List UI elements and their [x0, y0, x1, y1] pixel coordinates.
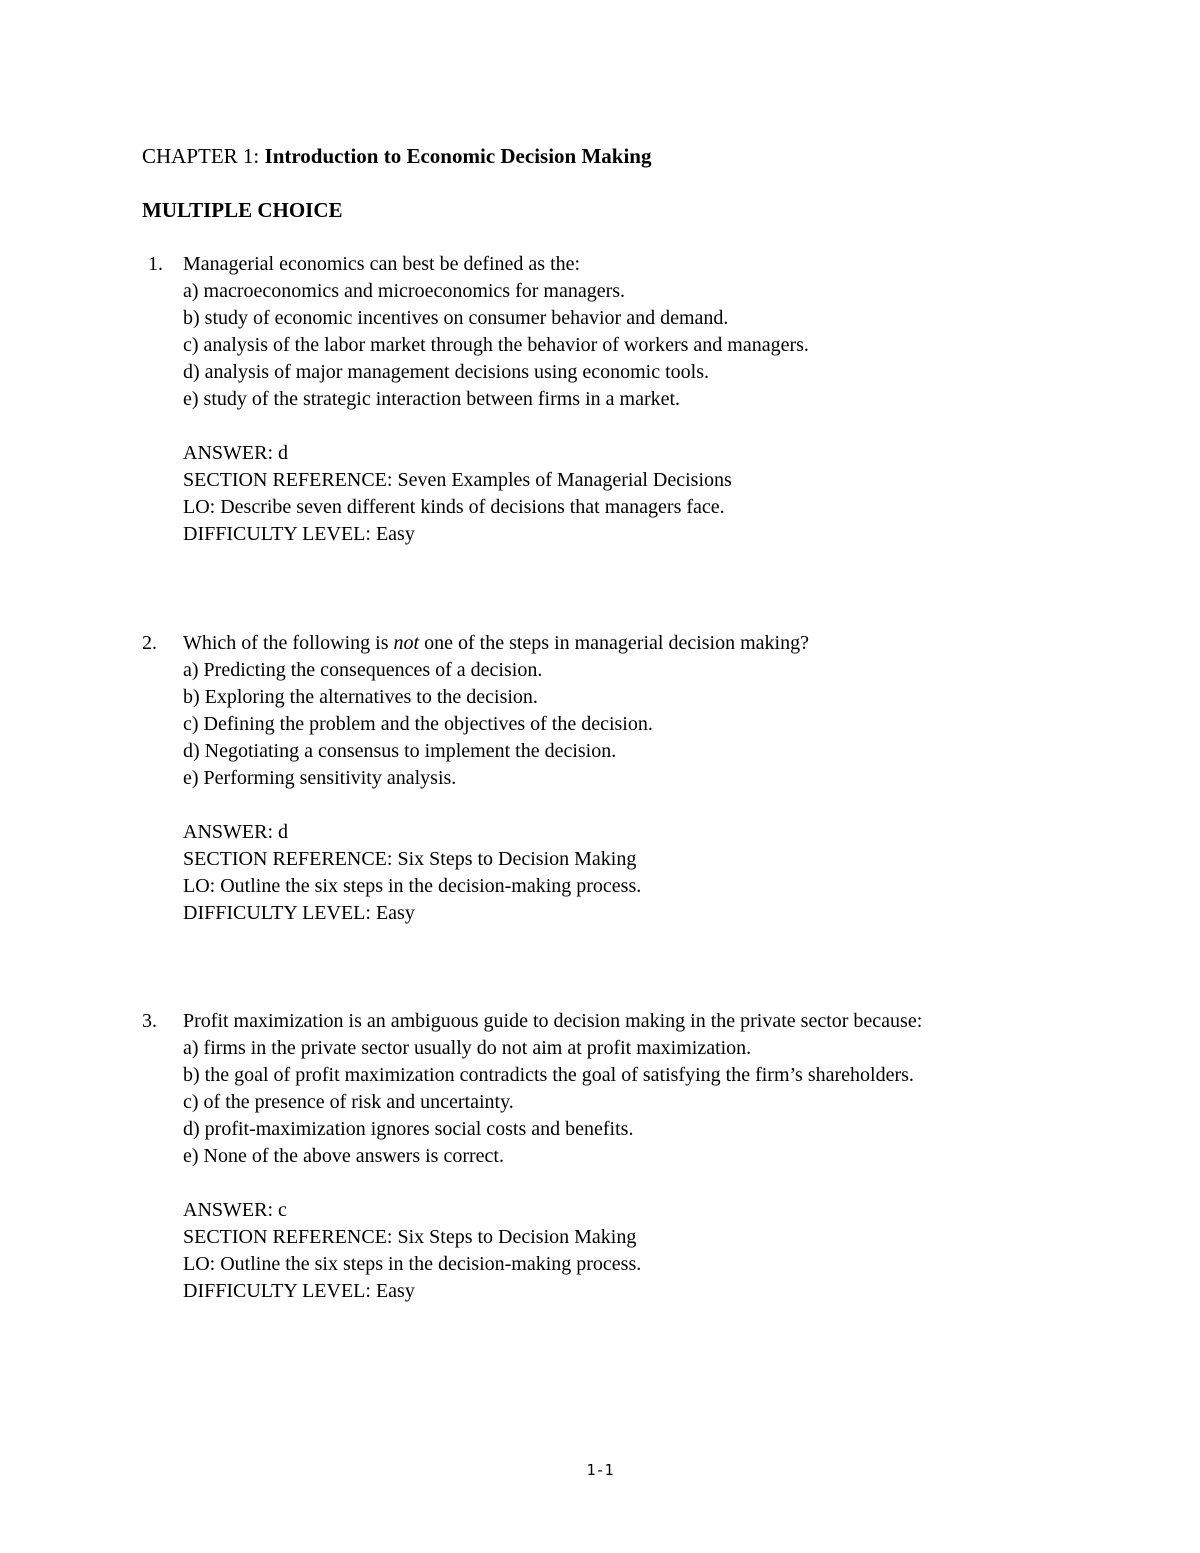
option-b: b) the goal of profit maximization contradicts the goal of satisfying the firm’s shareholders.	[183, 1064, 914, 1086]
answer: ANSWER: c	[183, 1199, 287, 1221]
page-number: 1-1	[586, 1461, 614, 1479]
question-number: 1.	[148, 253, 163, 275]
option-b: b) study of economic incentives on consumer behavior and demand.	[183, 307, 729, 329]
question-number: 3.	[142, 1010, 157, 1032]
option-a: a) firms in the private sector usually do not aim at profit maximization.	[183, 1037, 752, 1059]
learning-objective: LO: Describe seven different kinds of decisions that managers face.	[183, 496, 725, 518]
difficulty-level: DIFFICULTY LEVEL: Easy	[183, 902, 415, 924]
question-number: 2.	[142, 632, 157, 654]
answer: ANSWER: d	[183, 442, 288, 464]
option-e: e) Performing sensitivity analysis.	[183, 767, 457, 789]
stem-text: one of the steps in managerial decision making?	[419, 632, 809, 654]
question-stem: Managerial economics can best be defined as the:	[183, 253, 581, 275]
learning-objective: LO: Outline the six steps in the decision-making process.	[183, 875, 642, 897]
option-b: b) Exploring the alternatives to the decision.	[183, 686, 538, 708]
section-reference: SECTION REFERENCE: Six Steps to Decision Making	[183, 1226, 637, 1248]
section-reference: SECTION REFERENCE: Seven Examples of Managerial Decisions	[183, 469, 732, 491]
learning-objective: LO: Outline the six steps in the decision-making process.	[183, 1253, 642, 1275]
question-stem: Profit maximization is an ambiguous guide to decision making in the private sector because:	[183, 1010, 923, 1032]
option-a: a) Predicting the consequences of a decision.	[183, 659, 543, 681]
section-heading: MULTIPLE CHOICE	[142, 198, 343, 222]
option-d: d) profit-maximization ignores social costs and benefits.	[183, 1118, 634, 1140]
question-2	[142, 630, 1142, 927]
question-stem	[183, 630, 809, 657]
stem-text: Which of the following is	[183, 632, 394, 654]
section-reference: SECTION REFERENCE: Six Steps to Decision Making	[183, 848, 637, 870]
option-d: d) analysis of major management decisions using economic tools.	[183, 361, 709, 383]
question-3	[142, 1008, 1142, 1305]
option-c: c) Defining the problem and the objectives of the decision.	[183, 713, 653, 735]
chapter-title	[142, 143, 651, 170]
option-c: c) analysis of the labor market through the behavior of workers and managers.	[183, 334, 809, 356]
option-c: c) of the presence of risk and uncertainty.	[183, 1091, 514, 1113]
option-d: d) Negotiating a consensus to implement the decision.	[183, 740, 617, 762]
option-e: e) study of the strategic interaction between firms in a market.	[183, 388, 681, 410]
question-1	[142, 251, 1142, 548]
difficulty-level: DIFFICULTY LEVEL: Easy	[183, 523, 415, 545]
option-a: a) macroeconomics and microeconomics for managers.	[183, 280, 626, 302]
chapter-name: Introduction to Economic Decision Making	[264, 144, 652, 168]
answer: ANSWER: d	[183, 821, 288, 843]
chapter-prefix: CHAPTER 1:	[142, 144, 265, 168]
difficulty-level: DIFFICULTY LEVEL: Easy	[183, 1280, 415, 1302]
option-e: e) None of the above answers is correct.	[183, 1145, 504, 1167]
stem-emphasis: not	[393, 632, 420, 654]
